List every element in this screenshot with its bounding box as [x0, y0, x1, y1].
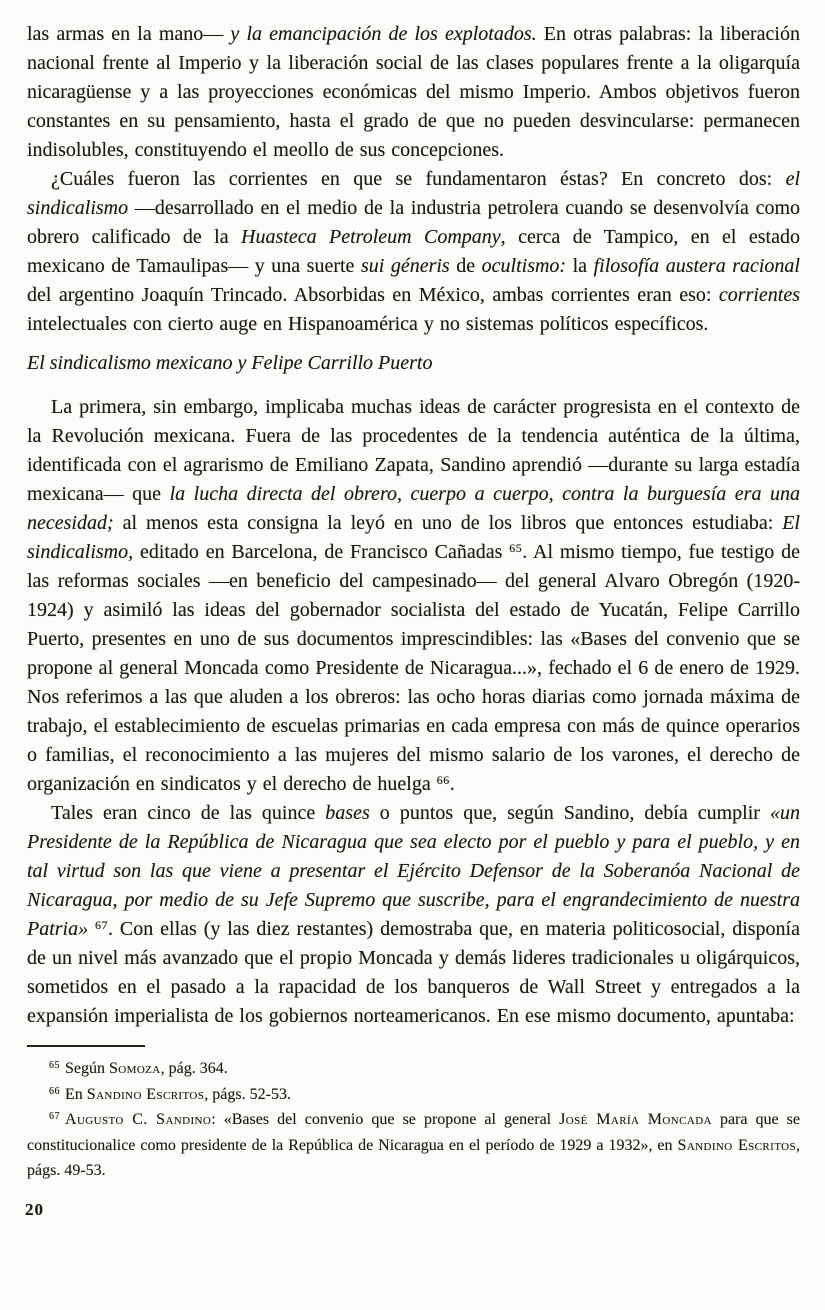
page-number: 20 [25, 1199, 44, 1219]
text-run: las armas en la mano— [27, 23, 231, 45]
italic-run: y la emancipación de los explotados. [230, 23, 537, 45]
paragraph-2 [27, 165, 800, 339]
text-run: , págs. 49-53. [27, 1136, 800, 1179]
footnote-67 [27, 1107, 800, 1184]
smallcaps-run: José María Moncada [559, 1111, 712, 1128]
paragraph-3 [27, 393, 800, 799]
footnote-ref-65: 65 [509, 541, 523, 555]
text-run: Según [65, 1060, 109, 1077]
footnote-65 [27, 1056, 800, 1082]
paragraph-1 [27, 20, 800, 165]
text-run: ¿Cuáles fueron las corrientes en que se fundamentaron éstas? En concreto dos: [51, 168, 786, 190]
text-run: , cerca de Tampico, en el estado mexicano de Tamaulipas— y una suerte [27, 226, 800, 277]
italic-run: el sindicalismo [27, 168, 800, 219]
italic-run: filosofía austera racional [593, 255, 800, 277]
smallcaps-run: Augusto C. Sandino [65, 1111, 212, 1128]
footnote-ref-66: 66 [436, 773, 450, 787]
text-run: al menos esta consigna la leyó en uno de los libros que entonces estudiaba: [113, 512, 783, 534]
footnote-marker-67: 67 [49, 1111, 60, 1122]
text-run: , págs. 52-53. [204, 1085, 291, 1103]
text-run: de [449, 255, 482, 277]
footnote-66 [27, 1082, 800, 1108]
text-run: La primera, sin embargo, implicaba muchas ideas de carácter progresista en el contexto de la Revolución mexicana. Fuera de las procedentes de la tendencia auténtica de la última, identificada con el agrarismo de Emiliano Zapata, Sandino aprendió —durante su larga estadía mexicana— que [27, 396, 800, 505]
smallcaps-run: Sandino Escritos [677, 1136, 796, 1154]
text-run: , pág. 364. [160, 1060, 228, 1077]
text-run: . Con ellas (y las diez restantes) demostraba que, en materia politicosocial, disponía de un nivel más avanzado que el propio Moncada y demás lideres tradicionales u oligárquicos, sometidos en el pasado a la rapacidad de los banqueros de Wall Street y entregados a la expansión imperialista de los gobiernos norteamericanos. En ese mismo documento, apuntaba: [27, 918, 800, 1027]
text-run: para que se constitucionalice como presidente de la República de Nicaragua en el período de 1929 a 1932», en [27, 1111, 801, 1154]
footnotes-block [0, 1056, 825, 1184]
paragraph-4 [27, 799, 800, 1031]
text-run: editado en Barcelona, de Francisco Cañadas [133, 541, 510, 563]
italic-run: bases [325, 802, 370, 824]
footnote-marker-66: 66 [49, 1085, 60, 1097]
text-run: . [449, 773, 455, 795]
text-run: En [65, 1085, 87, 1103]
italic-run: Huasteca Petroleum Company [241, 226, 501, 248]
text-run: —desarrollado en el medio de la industria petrolera cuando se desenvolvía como obrero calificado de la [27, 197, 800, 248]
footnote-ref-67: 67 [95, 918, 109, 932]
footnote-divider [27, 1045, 145, 1047]
section-heading: El sindicalismo mexicano y Felipe Carrillo Puerto [27, 352, 433, 374]
smallcaps-run: Sandino Escritos [86, 1085, 205, 1103]
text-run: . Al mismo tiempo, fue testigo de las reformas sociales —en beneficio del campesinado— del general Alvaro Obregón (1920-1924) y asimiló las ideas del gobernador socialista del estado de Yucatán, Felipe Carrillo Puerto, presentes en uno de sus documentos imprescindibles: las «Bases del convenio que se propone al general Moncada como Presidente de Nicaragua...», fechado el 6 de enero de 1929. Nos referimos a las que aluden a los obreros: las ocho horas diarias como jornada máxima de trabajo, el establecimiento de escuelas primarias en cada empresa con más de quince operarios o familias, el reconocimiento a las mujeres del mismo salario de los varones, el derecho de organización en sindicatos y el derecho de huelga [27, 541, 800, 795]
text-run: Tales eran cinco de las quince [51, 802, 326, 824]
text-run: : «Bases del convenio que se propone al general [211, 1111, 560, 1128]
smallcaps-run: Somoza [109, 1060, 161, 1077]
footnote-marker-65: 65 [49, 1060, 60, 1071]
italic-run: «un Presidente de la República de Nicaragua que sea electo por el pueblo y para el pueblo, y en tal virtud son las que viene a presentar el Ejército Defensor de la Soberanóa Nacional de Nicaragua, por medio de su Jefe Supremo que suscribe, para el engrandecimiento de nuestra Patria» [27, 802, 800, 940]
text-run: la [566, 255, 594, 277]
text-run: En otras palabras: la liberación nacional frente al Imperio y la liberación social de las clases populares frente a la oligarquía nicaragüense y a las proyecciones económicas del mismo Imperio. Ambos objetivos fueron constantes en su pensamiento, hasta el grado de que no pueden desvincularse: permanecen indisolubles, constituyendo el meollo de sus concepciones. [27, 23, 800, 161]
text-run: del argentino Joaquín Trincado. Absorbidas en México, ambas corrientes eran eso: [27, 284, 719, 306]
italic-run: corrientes [718, 284, 800, 306]
text-run: o puntos que, según Sandino, debía cumplir [369, 802, 770, 824]
italic-run: ocultismo: [481, 255, 567, 277]
text-run: intelectuales con cierto auge en Hispanoamérica y no sistemas políticos específicos. [27, 313, 709, 335]
italic-run: la lucha directa del obrero, cuerpo a cuerpo, contra la burguesía era una necesidad; [27, 483, 800, 534]
italic-run: El sindicalismo, [27, 512, 800, 563]
italic-run: sui géneris [360, 255, 450, 277]
